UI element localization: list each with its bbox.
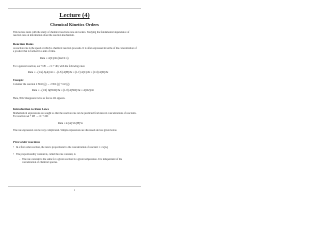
first-order-bullet-1: • In a first order reaction, the rate is proportional to the concentration of reactant: r = k[A]. [16, 146, 136, 149]
top-rule [8, 8, 141, 9]
rate-law-equation: Rate = k [A]^m [B]^n [58, 122, 83, 125]
general-reaction-text: For a general reaction, aA + bB → cC + dD, with the following rates: [13, 65, 86, 68]
reaction-rate-definition: A reaction rate is the speed at which a chemical reaction proceeds. It is often expressed in terms of the concentration of a product that is formed in a unit of time. [13, 47, 137, 54]
document-page [0, 0, 149, 198]
page-number: 1 [73, 189, 76, 192]
rate-laws-intro: Mathematical expressions are sought so that the reaction rate can be predicted from known concentrations of reactants. For reaction aA + bB → cC + dD: [13, 112, 137, 119]
rate-laws-note: The rate expression can be very complicated. Simple expressions are discussed and are given below. [13, 129, 118, 132]
example-note: Here, NO2 disappears twice as fast as O2 appears. [13, 97, 66, 100]
rate-equation-general: Rate = −(1/a) Δ[A]/Δt = −(1/b) Δ[B]/Δt = (1/c) Δ[C]/Δt = (1/d) Δ[D]/Δt [28, 71, 109, 74]
lecture-subtitle: Chemical Kinetics Orders [50, 22, 99, 27]
example-reaction: Consider the reaction 2 NO2 (g) → 2 NO (g) + O2 (g) [13, 83, 70, 86]
rate-equation-1: Rate = Δ[C]/Δt (mol/L·s) [40, 57, 69, 60]
first-order-bullet-2: • The proportionality constant k, called the rate constant, is [16, 153, 136, 156]
intro-paragraph: This lecture deals with the study of chemical reactions rate and orders. Studying the fundamental dependence of reaction rate on information about the reaction mechanism. [13, 31, 130, 38]
rate-equation-example: Rate = −(1/2) Δ[NO2]/Δt = (1/2) Δ[NO]/Δt = Δ[O2]/Δt [32, 89, 94, 92]
bottom-rule [8, 186, 141, 187]
first-order-sub-bullet: – The rate constant is the same for a given reaction in a given temperature. It is independent of the concentration of chemical species. [22, 158, 136, 164]
lecture-title: Lecture (4) [59, 12, 90, 19]
section-heading-reaction-rates: Reaction Rates [13, 42, 34, 46]
section-heading-rate-laws: Introduction to Rate Laws [13, 107, 49, 111]
example-label: Example: [13, 79, 24, 82]
section-heading-first-order: First order reactions [13, 140, 41, 144]
